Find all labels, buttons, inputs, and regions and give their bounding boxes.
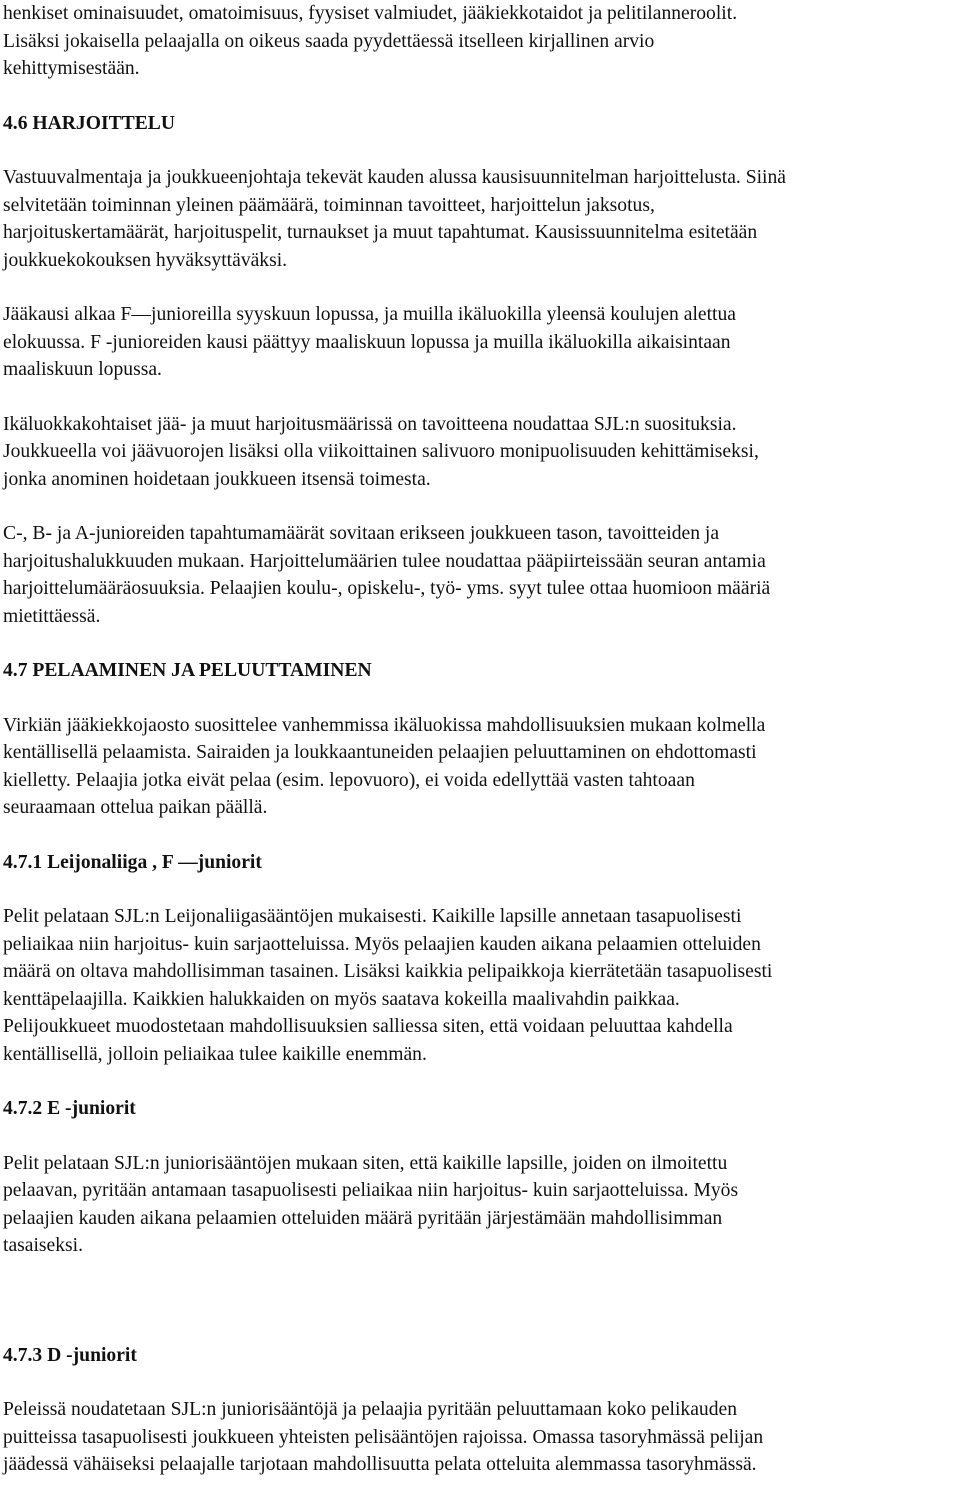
heading-4-7-3-d-juniorit: 4.7.3 D -juniorit [3,1344,137,1366]
paragraph-harjoittelu-4: C-, B- ja A-junioreiden tapahtumamäärät sovitaan erikseen joukkueen tason, tavoitteiden ja harjoitushalukkuuden mukaan. Harjoittelumäärien tulee noudattaa pääpiirteissään seuran antamia harjoittelumääräosuuksia. Pelaajien koulu-, opiskelu-, työ- yms. syyt tulee ottaa huomioon määriä mietittäessä. [3,523,771,627]
heading-4-7-1-leijonaliiga: 4.7.1 Leijonaliiga , F —juniorit [3,851,262,873]
paragraph-harjoittelu-2: Jääkausi alkaa F—junioreilla syyskuun lopussa, ja muilla ikäluokilla yleensä koulujen alettua elokuussa. F -junioreiden kausi päättyy maaliskuun lopussa ja muilla ikäluokilla aikaisintaan maaliskuun lopussa. [3,304,736,380]
paragraph-pelaaminen-1: Virkiän jääkiekkojaosto suosittelee vanhemmissa ikäluokissa mahdollisuuksien mukaan kolmella kentällisellä pelaamista. Sairaiden ja loukkaantuneiden pelaajien peluuttaminen on ehdottomasti kielletty. Pelaajia jotka eivät pelaa (esim. lepovuoro), ei voida edellyttää vasten tahtoaan seuraamaan ottelua paikan päällä. [3,714,766,818]
paragraph-e-juniorit-1: Pelit pelataan SJL:n juniorisääntöjen mukaan siten, että kaikille lapsille, joiden on ilmoitettu pelaavan, pyritään antamaan tasapuolisesti peliaikaa niin harjoitus- kuin sarjaotteluissa. Myös pelaajien kauden aikana pelaamien otteluiden määrä pyritään järjestämään mahdollisimman tasaiseksi. [3,1152,739,1256]
paragraph-harjoittelu-3: Ikäluokkakohtaiset jää- ja muut harjoitusmäärissä on tavoitteena noudattaa SJL:n suosituksia. Joukkueella voi jäävuorojen lisäksi olla viikoittainen salivuoro monipuolisuuden kehittämiseksi, jonka anominen hoidetaan joukkueen itsensä toimesta. [3,413,759,490]
paragraph-leijonaliiga-1: Pelit pelataan SJL:n Leijonaliigasääntöjen mukaisesti. Kaikille lapsille annetaan tasapuolisesti peliaikaa niin harjoitus- kuin sarjaotteluissa. Myös pelaajien kauden aikana pelaamien otteluiden määrä on oltava mahdollisimman tasainen. Lisäksi kaikkia pelipaikkoja kierrätetään tasapuolisesti kenttäpelaajilla. Kaikkien halukkaiden on myös saatava kokeilla maalivahdin paikkaa. Pelijoukkueet muodostetaan mahdollisuuksien salliessa siten, että voidaan peluuttaa kahdella kentällisellä, jolloin peliaikaa tulee kaikille enemmän. [3,906,773,1065]
paragraph-harjoittelu-1: Vastuuvalmentaja ja joukkueenjohtaja tekevät kauden alussa kausisuunnitelman harjoittelusta. Siinä selvitetään toiminnan yleinen päämäärä, toiminnan tavoitteet, harjoittelun jaksotus, harjoituskertamäärät, harjoituspelit, turnaukset ja muut tapahtumat. Kausissuunnitelma esitetään joukkuekokouksen hyväksyttäväksi. [3,167,786,271]
paragraph-d-juniorit-1: Peleissä noudatetaan SJL:n juniorisääntöjä ja pelaajia pyritään peluuttamaan koko pelikauden puitteissa tasapuolisesti joukkueen yhteisten pelisääntöjen rajoissa. Omassa tasoryhmässä pelijan jäädessä vähäiseksi pelaajalle tarjotaan mahdollisuutta pelata otteluita alemmassa tasoryhmässä. [3,1399,764,1475]
heading-4-7-pelaaminen: 4.7 PELAAMINEN JA PELUUTTAMINEN [3,660,372,681]
document-page [3,0,955,1479]
paragraph-intro-continuation: henkiset ominaisuudet, omatoimisuus, fyysiset valmiudet, jääkiekkotaidot ja pelitilanneroolit. Lisäksi jokaisella pelaajalla on oikeus saada pyydettäessä itselleen kirjallinen arvio kehittymisestään. [3,3,738,79]
heading-4-7-2-e-juniorit: 4.7.2 E -juniorit [3,1098,136,1119]
heading-4-6-harjoittelu: 4.6 HARJOITTELU [3,112,176,134]
